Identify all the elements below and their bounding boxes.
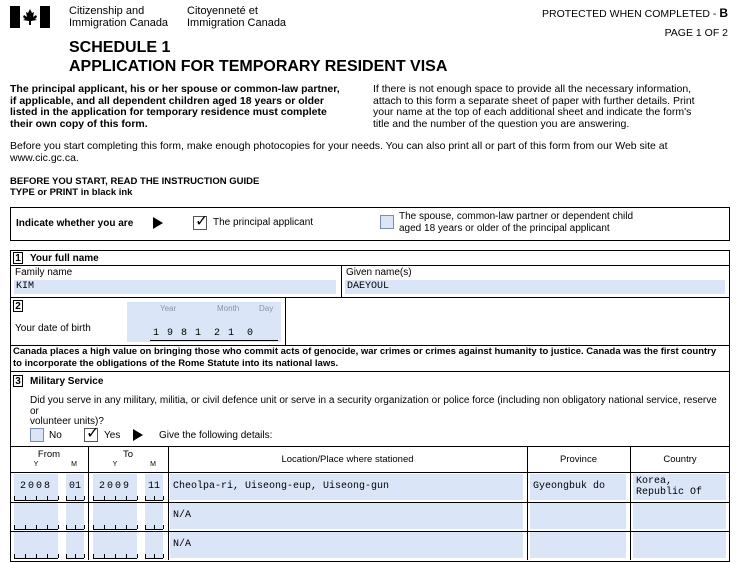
- date-of-birth-digit: 8: [180, 328, 187, 339]
- digit-tick: [25, 496, 26, 500]
- table-col-divider: [88, 446, 89, 560]
- digit-tick: [163, 496, 164, 500]
- digit-tick: [75, 496, 76, 500]
- divider: [10, 297, 730, 298]
- column-subheader-year: Y: [112, 461, 118, 468]
- digit-tick: [58, 496, 59, 500]
- location-field[interactable]: Cheolpa-ri, Uiseong-eup, Uiseong-gun: [170, 474, 523, 500]
- date-of-birth-digit: 1: [227, 328, 234, 339]
- province-field[interactable]: [530, 532, 626, 558]
- digit-tick: [126, 496, 127, 500]
- digit-tick: [104, 554, 105, 558]
- column-subheader-month: M: [71, 461, 77, 468]
- column-header-location: Location/Place where stationed: [281, 454, 414, 465]
- digit-tick: [66, 554, 67, 558]
- digit-tick: [93, 496, 94, 500]
- digit-underline: [93, 529, 137, 530]
- military-no-label: No: [49, 430, 62, 441]
- family-name-field[interactable]: KIM: [14, 280, 336, 294]
- province-field[interactable]: Gyeongbuk do: [530, 474, 626, 500]
- column-subheader-month: M: [150, 461, 156, 468]
- digit-tick: [93, 554, 94, 558]
- digit-tick: [84, 496, 85, 500]
- location-field[interactable]: N/A: [170, 532, 523, 558]
- section-title-full-name: Your full name: [30, 253, 99, 264]
- digit-tick: [115, 554, 116, 558]
- digit-tick: [14, 525, 15, 529]
- given-name-label: Given name(s): [346, 267, 412, 278]
- form-title: SCHEDULE 1 APPLICATION FOR TEMPORARY RESIDENT VISA: [69, 39, 448, 75]
- photocopy-note: Before you start completing this form, make enough photocopies for your needs. You can also print all or part of this form from our Web site at www.cic.gc.ca.: [10, 140, 668, 164]
- digit-underline: [14, 558, 58, 559]
- digit-underline: [14, 529, 58, 530]
- to-month-field[interactable]: 11: [145, 474, 163, 500]
- date-of-birth-digit: 1: [194, 328, 201, 339]
- digit-underline: [145, 500, 163, 501]
- checkmark-icon: ✓: [86, 425, 100, 442]
- column-header-province: Province: [560, 454, 597, 465]
- digit-underline: [14, 500, 58, 501]
- canada-flag-icon: [10, 6, 50, 28]
- digit-underline: [93, 500, 137, 501]
- province-field[interactable]: [530, 503, 626, 529]
- column-header-from: From: [37, 449, 61, 460]
- divider: [341, 265, 342, 297]
- military-yes-checkbox[interactable]: [84, 425, 100, 442]
- digit-tick: [126, 525, 127, 529]
- family-name-label: Family name: [15, 267, 73, 278]
- applicant-type-label: Indicate whether you are: [16, 218, 134, 229]
- war-crimes-notice: Canada places a high value on bringing those who commit acts of genocide, war crimes or crimes against humanity to justice. Canada was the first country to incorporate the obligations of the Rome Statute into its national laws.: [13, 346, 717, 369]
- digit-tick: [25, 525, 26, 529]
- table-header-border: [10, 472, 730, 473]
- digit-tick: [66, 496, 67, 500]
- table-top-border: [10, 446, 730, 447]
- date-of-birth-digit: 9: [166, 328, 173, 339]
- page-number: PAGE 1 OF 2: [664, 27, 728, 39]
- digit-tick: [154, 554, 155, 558]
- day-label: Day: [259, 304, 274, 313]
- column-header-to: To: [122, 449, 134, 460]
- from-month-field[interactable]: 01: [66, 474, 84, 500]
- principal-applicant-checkbox[interactable]: [193, 213, 209, 230]
- to-year-field[interactable]: 2009: [93, 474, 137, 500]
- country-field[interactable]: [633, 474, 726, 500]
- digit-tick: [154, 496, 155, 500]
- digit-tick: [145, 525, 146, 529]
- digit-tick: [145, 496, 146, 500]
- digit-tick: [104, 525, 105, 529]
- date-of-birth-digit: 2: [213, 328, 220, 339]
- country-line: Korea,: [636, 476, 673, 487]
- divider: [10, 371, 730, 372]
- digit-tick: [36, 554, 37, 558]
- digit-underline: [145, 529, 163, 530]
- digit-tick: [75, 525, 76, 529]
- digit-tick: [84, 554, 85, 558]
- column-subheader-year: Y: [33, 461, 39, 468]
- country-field[interactable]: [633, 503, 726, 529]
- digit-tick: [25, 554, 26, 558]
- digit-tick: [154, 525, 155, 529]
- protected-label: PROTECTED WHEN COMPLETED - B: [541, 6, 728, 20]
- question-number: 2: [13, 300, 23, 312]
- digit-tick: [126, 554, 127, 558]
- arrow-right-icon: [133, 429, 143, 441]
- column-header-country: Country: [663, 454, 697, 465]
- digit-tick: [14, 496, 15, 500]
- digit-tick: [137, 554, 138, 558]
- date-of-birth-label: Your date of birth: [15, 323, 91, 334]
- digit-tick: [137, 525, 138, 529]
- date-of-birth-underline: [150, 340, 278, 341]
- digit-tick: [36, 496, 37, 500]
- digit-tick: [137, 496, 138, 500]
- divider: [285, 297, 286, 345]
- spouse-dependent-checkbox[interactable]: [380, 215, 394, 229]
- digit-underline: [66, 529, 84, 530]
- digit-underline: [145, 558, 163, 559]
- intro-right: If there is not enough space to provide all the necessary information, attach to this form a separate sheet of paper with further details. Print your name at the top of each additional sheet and indicate the form's title and the number of the question you are answering.: [373, 83, 695, 130]
- digit-underline: [93, 558, 137, 559]
- country-line: Republic Of: [636, 487, 703, 498]
- digit-tick: [163, 525, 164, 529]
- military-no-checkbox[interactable]: [30, 428, 44, 442]
- digit-underline: [66, 500, 84, 501]
- digit-tick: [163, 554, 164, 558]
- digit-tick: [47, 554, 48, 558]
- location-field[interactable]: N/A: [170, 503, 523, 529]
- digit-tick: [36, 525, 37, 529]
- digit-tick: [145, 554, 146, 558]
- digit-tick: [104, 496, 105, 500]
- digit-tick: [58, 554, 59, 558]
- arrow-right-icon: [153, 217, 163, 229]
- digit-tick: [66, 525, 67, 529]
- digit-tick: [14, 554, 15, 558]
- question-number: 3: [13, 375, 23, 387]
- principal-applicant-label: The principal applicant: [213, 217, 314, 228]
- date-of-birth-digit: 0: [246, 328, 253, 339]
- from-year-field[interactable]: 2008: [14, 474, 58, 500]
- month-label: Month: [217, 304, 240, 313]
- department-name-fr: Citoyenneté et Immigration Canada: [187, 5, 287, 29]
- digit-tick: [115, 525, 116, 529]
- military-yes-label: Yes: [104, 430, 121, 441]
- digit-tick: [47, 496, 48, 500]
- spouse-dependent-label: The spouse, common-law partner or dependent child aged 18 years or older of the principal applicant: [399, 211, 634, 234]
- give-details-label: Give the following details:: [159, 430, 273, 441]
- instruction-guide-note: BEFORE YOU START, READ THE INSTRUCTION GUIDE TYPE or PRINT in black ink: [10, 176, 260, 198]
- digit-tick: [93, 525, 94, 529]
- digit-tick: [47, 525, 48, 529]
- digit-tick: [58, 525, 59, 529]
- intro-left: The principal applicant, his or her spouse or common-law partner, if applicable, and all dependent children aged 18 years or older listed in the application for temporary residence must complete their own copy of this form.: [10, 83, 340, 130]
- digit-tick: [75, 554, 76, 558]
- section-title-military-service: Military Service: [30, 376, 104, 387]
- date-of-birth-digit: 1: [152, 328, 159, 339]
- digit-tick: [84, 525, 85, 529]
- given-name-field[interactable]: DAEYOUL: [345, 280, 725, 294]
- military-service-question: Did you serve in any military, militia, or civil defence unit or serve in a security organization or police force (including non obligatory national service, reserve or volunteer units)?: [30, 395, 717, 427]
- department-name-en: Citizenship and Immigration Canada: [69, 5, 169, 29]
- country-field[interactable]: [633, 532, 726, 558]
- checkmark-icon: ✓: [195, 213, 209, 230]
- digit-underline: [66, 558, 84, 559]
- divider: [10, 265, 730, 266]
- digit-tick: [115, 496, 116, 500]
- year-label: Year: [160, 304, 177, 313]
- question-number: 1: [13, 252, 23, 264]
